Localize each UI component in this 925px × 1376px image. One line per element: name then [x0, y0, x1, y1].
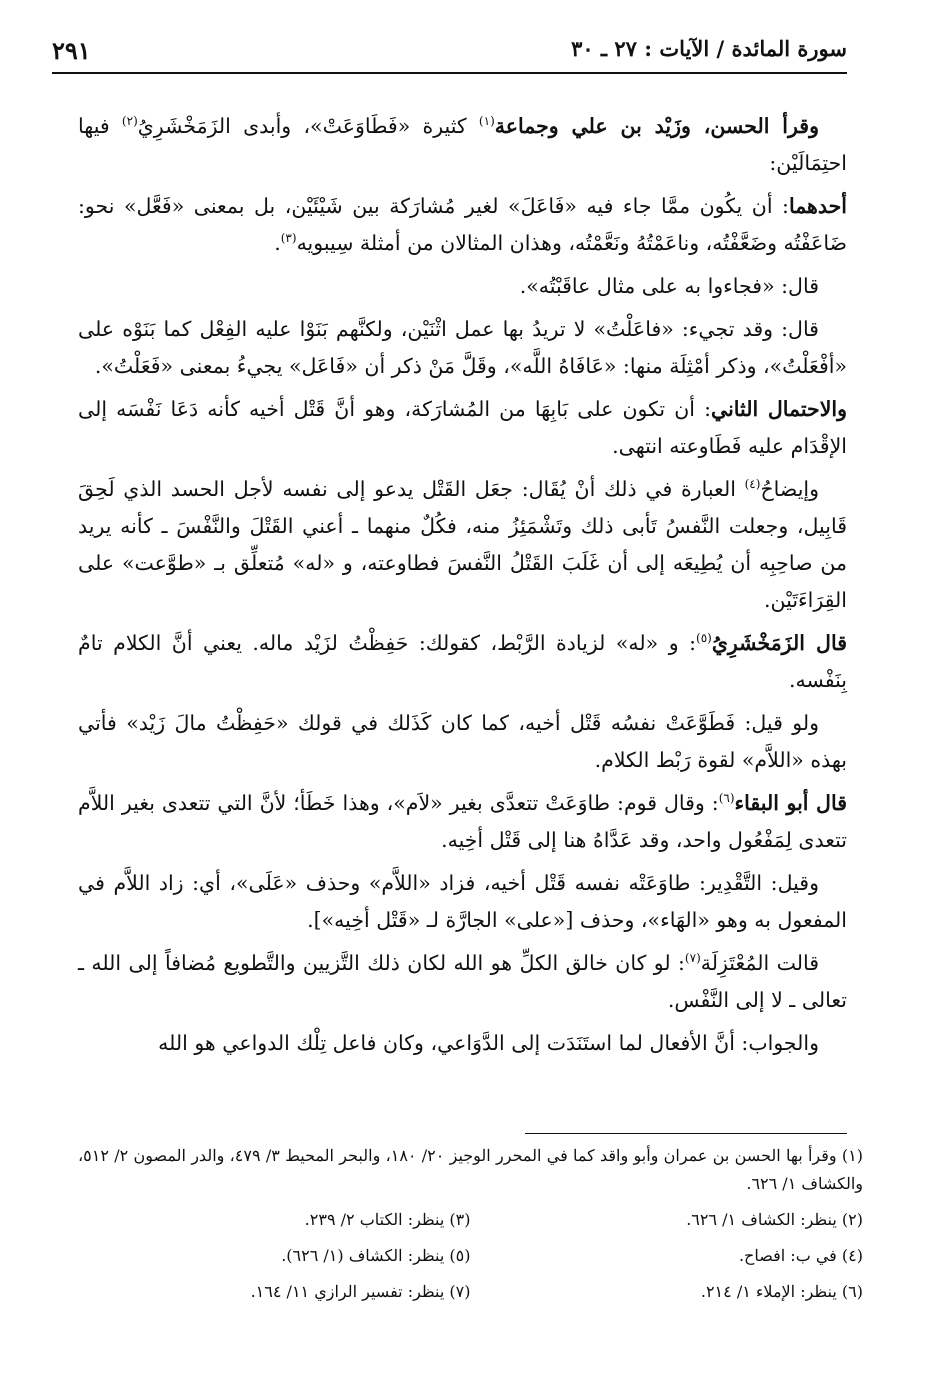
paragraph — [78, 865, 847, 939]
footnote: (٦) ينظر: الإملاء ١/ ٢١٤. — [700, 1282, 863, 1301]
paragraph-text: : لو كان خالق الكلِّ هو الله لكان ذلك التَّزيين والتَّطويع مُضافاً إلى الله ـ تعالى ـ لا إلى النَّفْس. — [78, 951, 847, 1012]
running-title: سورة المائدة / الآيات : ٢٧ ـ ٣٠ — [571, 36, 847, 61]
footnote-separator — [525, 1133, 847, 1134]
footnote-marker: (٣) — [280, 231, 297, 246]
footnote-row — [78, 1206, 863, 1234]
paragraph — [78, 188, 847, 262]
paragraph-text: قال: «فجاءوا به على مثال عاقَبْتُه». — [519, 274, 819, 298]
paragraph-text: . — [274, 231, 281, 255]
page-number: ٢٩١ — [52, 36, 91, 65]
bold-lead-text: قال أبو البقاء — [734, 791, 848, 815]
paragraph — [78, 785, 847, 859]
footnote-row — [78, 1278, 863, 1306]
paragraph — [78, 108, 847, 182]
paragraph — [78, 471, 847, 619]
paragraph-text: قال: وقد تجيء: «فاعَلْتُ» لا تريدُ بها عمل اثْنَيْن، ولكنَّهم بَنَوْا عليه الفِعْل كما بَنَوْه على «أفْعَلْتُ»، وذكر أمْثِلَة منها: «عَافَاهُ اللَّه»، وقَلَّ مَنْ ذكر أن «فَاعَل» يجيءُ بمعنى «فَعَلْتُ». — [78, 317, 847, 378]
footnote-marker: (٦) — [718, 791, 735, 806]
footnotes — [78, 1142, 863, 1306]
bold-lead-text: والاحتمال الثاني — [710, 397, 847, 421]
footnote: (٢) ينظر: الكشاف ١/ ٦٢٦. — [686, 1210, 863, 1229]
footnote-marker: (٢) — [121, 114, 138, 129]
footnote-row — [78, 1242, 863, 1270]
bold-lead-text: قال الزَمَخْشَرِيُ — [711, 631, 847, 655]
paragraph-text: والجواب: أنَّ الأفعال لما استَنَدَت إلى الدَّوَاعي، وكان فاعل تِلْك الدواعي هو الله — [158, 1031, 819, 1055]
main-text — [78, 108, 847, 1068]
footnote-marker: (١) — [478, 114, 495, 129]
paragraph-text: : أن تكون على بَابِهَا من المُشارَكة، وهو أنَّ قَتْل أخيه كأنه دَعَا نَفْسَه إلى الإقْدَام عليه فَطَاوعته انتهى. — [78, 397, 847, 458]
paragraph — [78, 625, 847, 699]
paragraph-text: كثيرة «فَطَاوَعَتْ»، وأبدى الزَمَخْشَرِيُ — [137, 114, 479, 138]
footnote-marker: (٧) — [684, 951, 701, 966]
footnote: (٤) في ب: افصاح. — [738, 1246, 863, 1265]
paragraph-text: فيها احتِمَالَيْن: — [78, 114, 847, 175]
footnote: (١) وقرأ بها الحسن بن عمران وأبو واقد كما في المحرر الوجيز ٢٠/ ١٨٠، والبحر المحيط ٣/ ٤٧٩، والدر المصون ٢/ ٥١٢، والكشاف ١/ ٦٢٦. — [78, 1146, 863, 1193]
paragraph-text: : وقال قوم: طاوَعَتْ تتعدَّى بغير «لاَم»، وهذا خَطَأ؛ لأنَّ التي تتعدى بغير اللاَّم تتعدى لِمَفْعُول واحد، وقد عَدَّاهُ هنا إلى قَتْل أخِيه. — [78, 791, 847, 852]
paragraph-text: : و «له» لزيادة الرَّبْط، كقولك: حَفِظْتُ لزَيْد ماله. يعني أنَّ الكلام تامٌ بِنَفْسه. — [78, 631, 847, 692]
paragraph-text: ولو قيل: فَطَوَّعَتْ نفسُه قَتْل أخيه، كما كان كَذَلك في قولك «حَفِظْتُ مالَ زَيْد» فأتي بهذه «اللاَّم» لقوة رَبْط الكلام. — [78, 711, 847, 772]
paragraph — [78, 945, 847, 1019]
footnote-marker: (٤) — [744, 477, 761, 492]
footnote: (٥) ينظر: الكشاف (١/ ٦٢٦). — [281, 1246, 471, 1265]
paragraph-text: : أن يكُون ممَّا جاء فيه «فَاعَلَ» لغير مُشارَكة بين شَيْئَيْن، بل بمعنى «فَعَّل» نحو: ضَاعَفْتُه وضَعَّفْتُه، وناعَمْتُهُ ونَعَّمْتُه، وهذان المثالان من أمثلة سِيبويه — [78, 194, 847, 255]
paragraph — [78, 268, 847, 305]
bold-lead-text: وقرأ الحسن، وزَيْد بن علي وجماعة — [494, 114, 819, 138]
header-rule — [52, 72, 847, 74]
paragraph-text: قالت المُعْتَزِلَة — [700, 951, 819, 975]
footnote-marker: (٥) — [696, 631, 712, 646]
bold-lead-text: أحدهما — [788, 194, 847, 218]
paragraph — [78, 391, 847, 465]
paragraph-text: وإيضاحُ — [760, 477, 819, 501]
footnote: (٣) ينظر: الكتاب ٢/ ٢٣٩. — [304, 1210, 471, 1229]
paragraph — [78, 311, 847, 385]
paragraph — [78, 1025, 847, 1062]
paragraph — [78, 705, 847, 779]
footnote: (٧) ينظر: تفسير الرازي ١١/ ١٦٤. — [250, 1282, 471, 1301]
paragraph-text: العبارة في ذلك أنْ يُقَال: جعَل القَتْل يدعو إلى نفسه لأجل الحسد الذي لَحِقَ قَابِيل، وجعلت النَّفسُ تَأبى ذلك وتَشْمَئِزُ منه، فكُلٌ منهما ـ أعني القَتْلَ والنَّفْسَ ـ كأنه يريد من صاحِبِه أن يُطِيعَه إلى أن غَلَبَ القَتْلُ النَّفسَ فطاوعته، و «له» مُتعلِّق بـ «طوَّعت» على القِرَاءَتَيْن. — [78, 477, 847, 612]
paragraph-text: وقيل: التَّقْدِير: طاوَعَتْه نفسه قَتْل أخيه، فزاد «اللاَّم» وحذف «عَلَى»، أي: زاد اللاَّم في المفعول به وهو «الهَاء»، وحذف [«على» الجارَّة لـ «قَتْل أخِيه»]. — [78, 871, 847, 932]
page-header — [52, 36, 847, 78]
